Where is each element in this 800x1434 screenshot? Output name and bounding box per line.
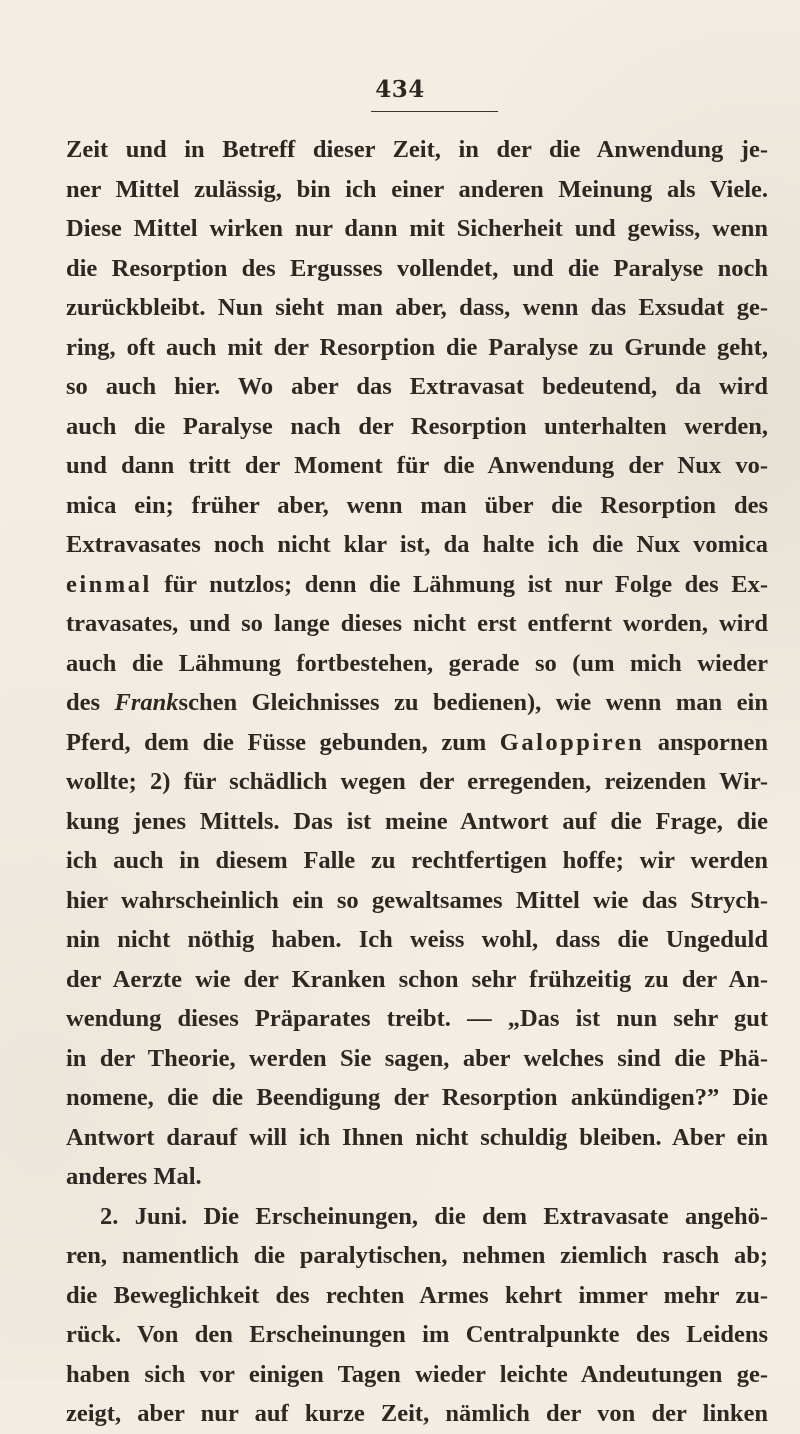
text-line: und dann tritt der Moment für die Anwendung der Nux vo-: [66, 452, 768, 479]
text-line: haben sich vor einigen Tagen wieder leichte Andeutungen ge-: [66, 1360, 768, 1388]
text-line: nin nicht nöthig haben. Ich weiss wohl, dass die Ungeduld: [66, 926, 768, 953]
text-line: Zeit und in Betreff dieser Zeit, in der die Anwendung je-: [66, 136, 768, 163]
text-line: in der Theorie, werden Sie sagen, aber welches sind die Phä-: [66, 1044, 768, 1072]
emphasis-italic: Frank: [114, 689, 179, 716]
text-line: Diese Mittel wirken nur dann mit Sicherheit und gewiss, wenn: [66, 215, 768, 242]
header-rule: [371, 111, 498, 112]
text-line: zeigt, aber nur auf kurze Zeit, nämlich der von der linken: [66, 1400, 768, 1427]
text-line: Extravasates noch nicht klar ist, da halte ich die Nux vomica: [66, 531, 768, 558]
text-line: [66, 723, 768, 763]
text-line: die Resorption des Ergusses vollendet, und die Paralyse noch: [66, 254, 768, 282]
text-fragment: des: [66, 689, 115, 716]
text-fragment: Pferd, dem die Füsse gebunden, zum: [66, 728, 500, 756]
text-fragment: anspornen: [644, 728, 768, 756]
text-line: anderes Mal.: [66, 1163, 202, 1190]
page-number: 434: [375, 76, 425, 103]
emphasis-spaced: einmal: [66, 570, 152, 598]
text-line: ich auch in diesem Falle zu rechtfertigen hoffe; wir werden: [66, 847, 768, 874]
text-line: auch die Paralyse nach der Resorption unterhalten werden,: [66, 412, 768, 440]
text-line: kung jenes Mittels. Das ist meine Antwort auf die Frage, die: [66, 807, 768, 835]
text-line: [66, 683, 768, 723]
text-line: ner Mittel zulässig, bin ich einer anderen Meinung als Viele.: [66, 175, 768, 203]
text-line: der Aerzte wie der Kranken schon sehr frühzeitig zu der An-: [66, 965, 768, 993]
text-line: auch die Lähmung fortbestehen, gerade so (um mich wieder: [66, 649, 768, 677]
text-line: zurückbleibt. Nun sieht man aber, dass, wenn das Exsudat ge-: [66, 294, 768, 321]
text-line: die Beweglichkeit des rechten Armes kehrt immer mehr zu-: [66, 1281, 768, 1309]
text-line: travasates, und so lange dieses nicht erst entfernt worden, wird: [66, 610, 768, 637]
text-fragment: schen Gleichnisses zu bedienen), wie wenn man ein: [178, 689, 768, 716]
body-text: [66, 130, 768, 1434]
text-line: nomene, die die Beendigung der Resorption ankündigen?” Die: [66, 1084, 768, 1111]
text-line: 2. Juni. Die Erscheinungen, die dem Extravasate angehö-: [100, 1202, 768, 1230]
text-line: mica ein; früher aber, wenn man über die Resorption des: [66, 491, 768, 519]
text-line: hier wahrscheinlich ein so gewaltsames Mittel wie das Strych-: [66, 886, 768, 914]
text-line: ring, oft auch mit der Resorption die Paralyse zu Grunde geht,: [66, 333, 768, 361]
text-fragment: für nutzlos; denn die Lähmung ist nur Folge des Ex-: [151, 570, 768, 598]
text-line: so auch hier. Wo aber das Extravasat bedeutend, da wird: [66, 373, 768, 400]
text-line: ren, namentlich die paralytischen, nehmen ziemlich rasch ab;: [66, 1242, 768, 1269]
emphasis-spaced: Galoppiren: [499, 728, 645, 756]
text-line: rück. Von den Erscheinungen im Centralpunkte des Leidens: [66, 1321, 768, 1348]
text-line: wollte; 2) für schädlich wegen der erregenden, reizenden Wir-: [66, 768, 768, 795]
text-line: Antwort darauf will ich Ihnen nicht schuldig bleiben. Aber ein: [66, 1123, 768, 1151]
text-line: wendung dieses Präparates treibt. — „Das ist nun sehr gut: [66, 1005, 768, 1032]
text-line: [66, 565, 768, 605]
